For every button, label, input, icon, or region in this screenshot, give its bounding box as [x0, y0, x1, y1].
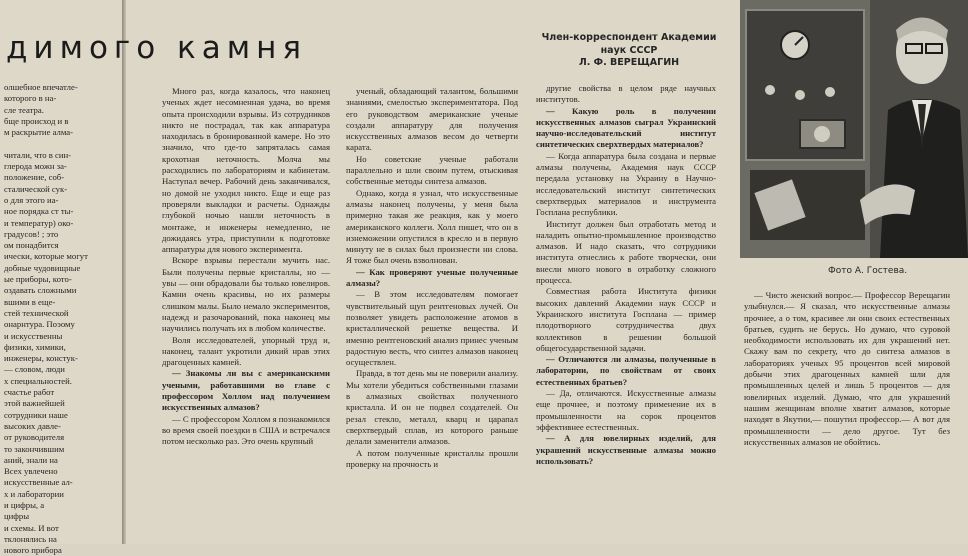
- article-paragraph: Однако, когда я узнал, что искусственные алмазы наконец получены, у меня была примерно такая же реакция, как у моего американского коллеги. Холл пишет, что он в изнеможении опустился в кресло и в первую минуту не в силах был произнести ни слова. Я тоже был очень взволнован.: [346, 187, 518, 266]
- left-page-line: этой важнейшей: [4, 398, 65, 409]
- left-page-line: которого в на-: [4, 93, 57, 104]
- article-paragraph: Институт должен был отработать метод и наладить опытно-промышленное производство алмазов. И надо сказать, что сотрудники института отнеслись к работе творчески, они внесли много нового в отработку сложного процесса.: [536, 218, 716, 286]
- left-page-text-column: [4, 82, 120, 556]
- left-page-line: аний, знали на: [4, 454, 58, 465]
- left-page-line: инженеры, констук-: [4, 353, 78, 364]
- article-headline: димого камня: [6, 30, 308, 66]
- left-page-line: то закончившим: [4, 443, 65, 454]
- left-page-line: х специальностей.: [4, 375, 72, 386]
- article-paragraph: ученый, обладающий талантом, большими знаниями, смелостью экспериментатора. Под его руководством американские ученые создали аппаратуру для получения искусственных алмазов весом до четверти карата.: [346, 86, 518, 153]
- left-page-line: тклонялись на: [4, 533, 57, 544]
- left-page-line: бще происход и в: [4, 115, 69, 126]
- article-paragraph: — Когда аппаратура была создана и первые алмазы получены, Академия наук СССР передала установку на Украину в Научно-исследовательский институт синтетических сверхтвердых материалов и инструмента Госплана республики.: [536, 150, 716, 218]
- left-page-line: сотрудники наше: [4, 409, 68, 420]
- left-page-line: нового прибора: [4, 545, 62, 556]
- left-page-line: и искусственны: [4, 330, 63, 341]
- article-paragraph: — В этом исследователям помогает чувствительный щуп рентгеновых лучей. Он позволяет увидеть расположение атомов в кристаллической решетке вещества. И именно рентгеновский анализ принес ученым радостную весть, что синтез алмазов наконец осуществлен.: [346, 289, 518, 368]
- left-page-line: цифры: [4, 511, 30, 522]
- left-page-line: глерода можн за-: [4, 161, 67, 172]
- interview-question: — Какую роль в получении искусственных алмазов сыграл Украинский научно-исследовательский институт синтетических сверхтвердых материалов?: [536, 105, 716, 150]
- left-page-line: о для этого иа-: [4, 194, 59, 205]
- left-page-line: ически, которые могут: [4, 251, 88, 262]
- article-paragraph: Воля исследователей, упорный труд и, наконец, талант укротили дикий нрав этих драгоценных камней.: [162, 334, 330, 368]
- article-column-1: [162, 86, 330, 448]
- left-page-line: от руководителя: [4, 432, 65, 443]
- byline-author-name: Л. Ф. ВЕРЕЩАГИН: [578, 57, 680, 68]
- left-page-line: градусов! ; это: [4, 228, 59, 239]
- left-page-line: м раскрытие алма-: [4, 127, 74, 138]
- left-page-line: — словом, люди: [4, 364, 65, 375]
- article-paragraph: Но советские ученые работали параллельно и шли своим путем, отыскивая собственные методы синтеза алмазов.: [346, 153, 518, 187]
- left-page-line: х и лаборатории: [4, 488, 64, 499]
- left-page-line: высоких давле-: [4, 420, 61, 431]
- article-paragraph: другие свойства в целом ряде научных институтов.: [536, 83, 716, 105]
- article-paragraph: — Да, отличаются. Искусственные алмазы еще прочнее, и поэтому применение их в промышленности на сорок процентов эффективнее естественных.: [536, 388, 716, 432]
- left-page-line: сталической сук-: [4, 183, 68, 194]
- left-page-line: ом понадбится: [4, 240, 59, 251]
- photo-illustration: [740, 0, 968, 258]
- left-page-line: и температур) око-: [4, 217, 74, 228]
- article-column-3: [536, 83, 716, 467]
- article-column-4: [744, 290, 950, 448]
- interview-question: — Знакомы ли вы с американскими учеными, работавшими во главе с профессором Холлом над получением искусственных алмазов?: [162, 368, 330, 413]
- left-page-line: и схемы. И вот: [4, 522, 59, 533]
- left-page-line: ые приборы, кото-: [4, 274, 72, 285]
- interview-question: — А для ювелирных изделий, для украшений искусственные алмазы можно использовать?: [536, 433, 716, 466]
- left-page-line: сле театра.: [4, 104, 44, 115]
- article-column-2: [346, 86, 518, 470]
- photo-caption: Фото А. Гостева.: [828, 266, 908, 276]
- article-paragraph: — С профессором Холлом я познакомился во время своей поездки в США и встречался потом несколько раз. Это очень крупный: [162, 413, 330, 447]
- author-photo: [740, 0, 968, 258]
- article-paragraph: Совместная работа Института физики высоких давлений Академии наук СССР и Украинского института Госплана — пример плодотворного сотрудничества двух коллективов в решении большой общегосударственной задачи.: [536, 286, 716, 353]
- byline-academy: наук СССР: [600, 44, 658, 56]
- left-page-line: физики, химики,: [4, 341, 66, 352]
- left-page-line: Всех увлечено: [4, 466, 58, 477]
- left-page-line: ное порядка ст ты-: [4, 206, 74, 217]
- left-page-line: искусственные ал-: [4, 477, 73, 488]
- article-paragraph: — Чисто женский вопрос.— Профессор Верещагин улыбнулся.— Я сказал, что искусственные алмазы прочнее, а о том, красивее ли они своих естественных братьев, судить не берусь. Но думаю, что суровой необходимости использовать их для украшений нет. Скажу вам по секрету, что до синтеза алмазов в лабораториях ученых 95 процентов всей мировой добычи этих драгоценных камней шли для промышленных целей и лишь 5 процентов — для ювелирных изделий. Думаю, что для украшений нашим женщинам вполне хватит алмазов, которые находят в Якутии,— пошутил профессор.— А вот для промышленности — дело другое. Тут без искусственных алмазов не обойтись.: [744, 290, 950, 447]
- interview-question: — Как проверяют ученые полученные алмазы?: [346, 266, 518, 289]
- left-page-line: вшими в еще-: [4, 296, 56, 307]
- left-page-line: олшебное впечатле-: [4, 82, 78, 92]
- article-paragraph: Правда, в тот день мы не поверили анализу. Мы хотели убедиться собственными глазами в алмазных свойствах полученного кристалла. И он не подвел создателей. Он резал стекло, металл, кварц и царапал сверхтвердый сплав, из которого раньше делали заменители алмазов.: [346, 368, 518, 447]
- left-page-line: счастье работ: [4, 387, 55, 398]
- left-page-line: стей технической: [4, 307, 69, 318]
- left-page-line: [4, 138, 120, 149]
- left-page-line: оздавать сложными: [4, 285, 77, 296]
- interview-question: — Отличаются ли алмазы, полученные в лаборатории, по свойствам от своих естественных братьев?: [536, 354, 716, 387]
- article-paragraph: Вскоре взрывы перестали мучить нас. Были получены первые кристаллы, но — увы — они обрадовали бы только ювелиров. Камни очень красивы, но их размеры слишком малы. Было немало экспериментов, надежд и разочарований, пока наконец мы научились получать их в любом количестве.: [162, 255, 330, 334]
- left-page-line: онарнтура. Поэому: [4, 319, 75, 330]
- left-page-line: положение, соб-: [4, 172, 65, 183]
- left-page-line: читали, что в син-: [4, 149, 72, 160]
- article-paragraph: А потом полученные кристаллы прошли проверку на прочность и: [346, 447, 518, 469]
- left-page-line: и цифры, а: [4, 499, 45, 510]
- left-page-line: добные чудовищные: [4, 262, 81, 273]
- byline-title: Член-корреспондент Академии: [541, 32, 717, 43]
- article-paragraph: Много раз, когда казалось, что наконец ученых ждет несомненная удача, во время опыта происходили взрывы. Из сотрудников никто не пострадал, так как аппаратура находилась в бронированной камере. Но это значило, что где-то запряталась самая крохотная неточность. Молча мы расходились по лабораториям и кабинетам. Наступал вечер. Рабочий день заканчивался, но домой не уходил никто. Еще и еще раз проверяли выкладки и расчеты. Однажды глубокой ночью нашли неточность в монтаже, и инженеры немедленно, не дожидаясь утра, приступили к подготовке аппаратуры для нового эксперимента.: [162, 86, 330, 255]
- author-byline: [540, 32, 718, 70]
